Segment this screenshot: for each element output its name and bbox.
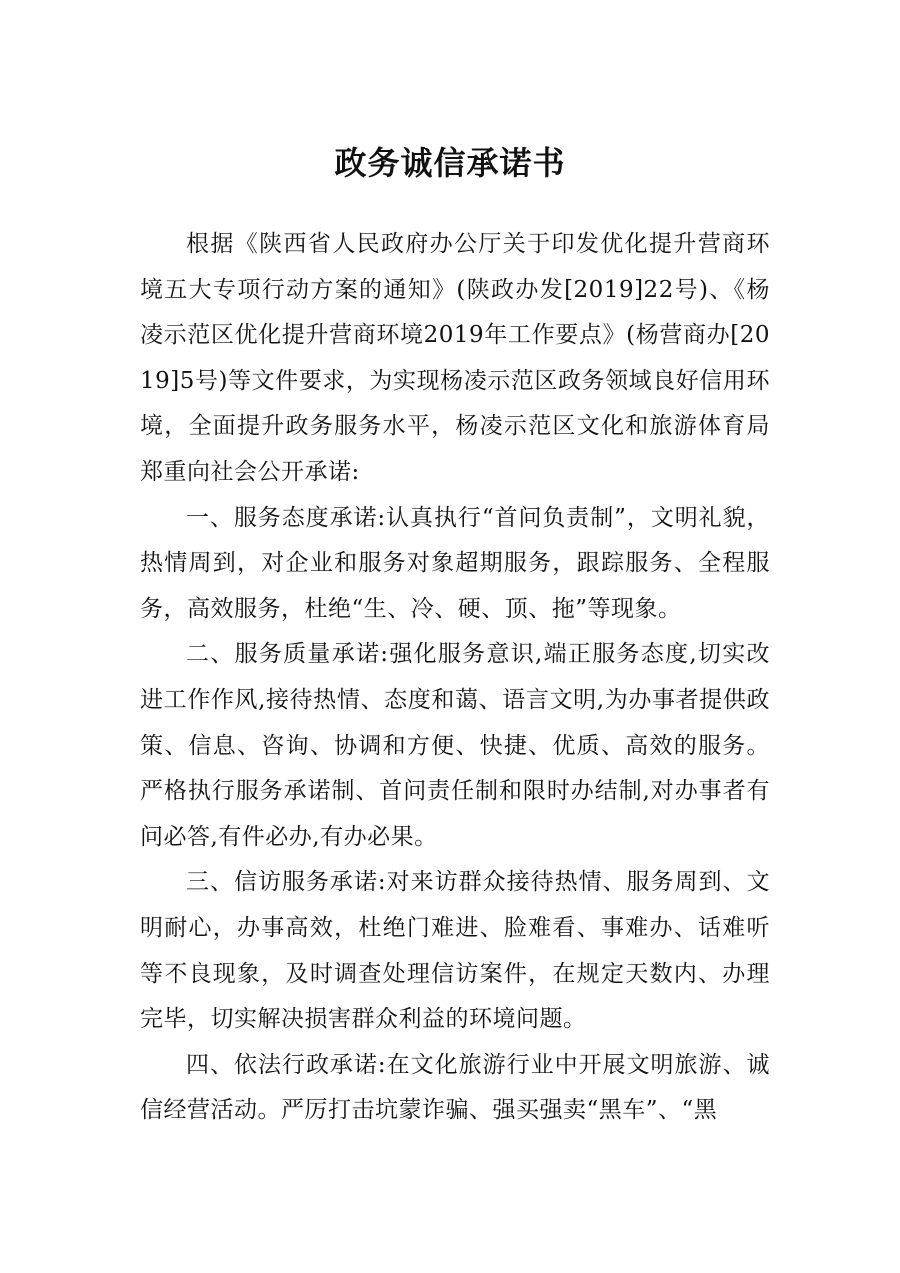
lawful-administration-paragraph: 四、依法行政承诺:在文化旅游行业中开展文明旅游、诚信经营活动。严厉打击坑蒙诈骗、强买强卖“黑车”、“黑 — [140, 1051, 770, 1124]
document-body — [140, 222, 770, 1134]
service-attitude-paragraph: 一、服务态度承诺:认真执行“首问负责制”，文明礼貌，热情周到，对企业和服务对象超期服务，跟踪服务、全程服务，高效服务，杜绝“生、冷、硬、顶、拖”等现象。 — [140, 504, 770, 622]
document-title: 政务诚信承诺书 — [334, 144, 566, 182]
intro-paragraph: 根据《陕西省人民政府办公厅关于印发优化提升营商环境五大专项行动方案的通知》(陕政办发[2019]22号)、《杨凌示范区优化提升营商环境2019年工作要点》(杨营商办[2019]5号)等文件要求，为实现杨凌示范区政务领域良好信用环境，全面提升政务服务水平，杨凌示范区文化和旅游体育局郑重向社会公开承诺: — [140, 231, 770, 485]
service-quality-paragraph: 二、服务质量承诺:强化服务意识,端正服务态度,切实改进工作作风,接待热情、态度和蔼、语言文明,为办事者提供政策、信息、咨询、协调和方便、快捷、优质、高效的服务。严格执行服务承诺制、首问责任制和限时办结制,对办事者有问必答,有件必办,有办必果。 — [140, 641, 770, 850]
petition-service-paragraph: 三、信访服务承诺:对来访群众接待热情、服务周到、文明耐心，办事高效，杜绝门难进、脸难看、事难办、话难听等不良现象，及时调查处理信访案件，在规定天数内、办理完毕，切实解决损害群众利益的环境问题。 — [140, 869, 770, 1033]
